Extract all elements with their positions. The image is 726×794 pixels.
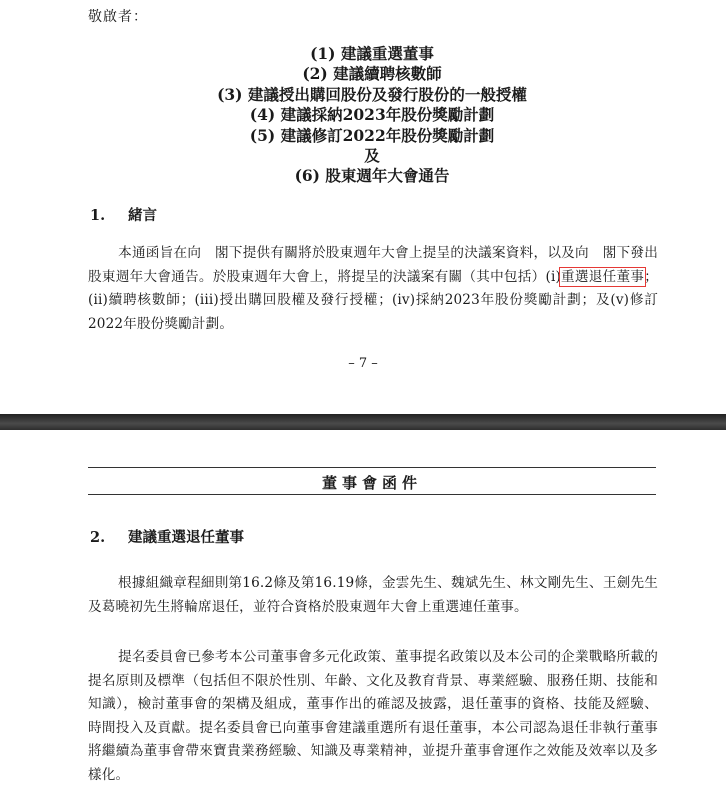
proposal-title-2: (2) 建議續聘核數師 bbox=[302, 64, 442, 84]
section-1-title: 緒言 bbox=[128, 207, 157, 224]
intro-paragraph bbox=[88, 242, 658, 336]
intro-text-before: 本通函旨在向 閣下提供有關將於股東週年大會上提呈的決議案資料，以及向 閣下發出股東週年大會通告。於股東週年大會上，將提呈的決議案有關（其中包括）(i) bbox=[88, 245, 658, 285]
retirement-text: 根據組織章程細則第16.2條及第16.19條，金雲先生、魏斌先生、林文剛先生、王劍先生及葛曉初先生將輪席退任，並符合資格於股東週年大會上重選連任董事。 bbox=[88, 575, 658, 615]
retirement-paragraph bbox=[88, 572, 658, 619]
intro-text-after: ；(ii)續聘核數師；(iii)授出購回股權及發行授權；(iv)採納2023年股份獎勵計劃；及(v)修訂2022年股份獎勵計劃。 bbox=[88, 268, 658, 332]
letter-title: 董事會函件 bbox=[321, 474, 422, 492]
section-2-number: 2. bbox=[90, 529, 106, 546]
proposal-title-6: (6) 股東週年大會通告 bbox=[294, 166, 450, 186]
page-separator bbox=[0, 414, 726, 430]
nomination-paragraph bbox=[88, 646, 658, 787]
proposal-title-3: (3) 建議授出購回股份及發行股份的一般授權 bbox=[217, 84, 527, 104]
section-2-title: 建議重選退任董事 bbox=[128, 529, 244, 546]
header-rule-bottom bbox=[88, 494, 656, 495]
section-1-heading bbox=[90, 204, 157, 225]
proposals-title-block bbox=[88, 44, 656, 187]
proposal-title-1: (1) 建議重選董事 bbox=[310, 44, 434, 63]
section-1-number: 1. bbox=[90, 207, 106, 224]
header-rule-top bbox=[88, 467, 656, 468]
page-number: – 7 – bbox=[348, 356, 378, 371]
highlighted-phrase: 重選退任董事 bbox=[560, 268, 645, 285]
proposal-title-5: (5) 建議修訂2022年股份獎勵計劃 bbox=[249, 125, 495, 145]
salutation: 敬啟者： bbox=[88, 9, 148, 25]
nomination-text: 提名委員會已參考本公司董事會多元化政策、董事提名政策以及本公司的企業戰略所載的提名原則及標準（包括但不限於性別、年齡、文化及教育背景、專業經驗、服務任期、技能和知識），檢討董事會的架構及組成，董事作出的確認及披露，退任董事的資格、技能及經驗、時間投入及貢獻。提名委員會已向董事會建議重選所有退任董事，本公司認為退任非執行董事將繼續為董事會帶來寶貴業務經驗、知識及專業精神，並提升董事會運作之效能及效率以及多樣化。 bbox=[88, 649, 658, 783]
section-2-heading bbox=[90, 526, 244, 547]
proposal-title-4: (4) 建議採納2023年股份獎勵計劃 bbox=[249, 105, 495, 125]
proposal-title-and: 及 bbox=[364, 146, 380, 166]
